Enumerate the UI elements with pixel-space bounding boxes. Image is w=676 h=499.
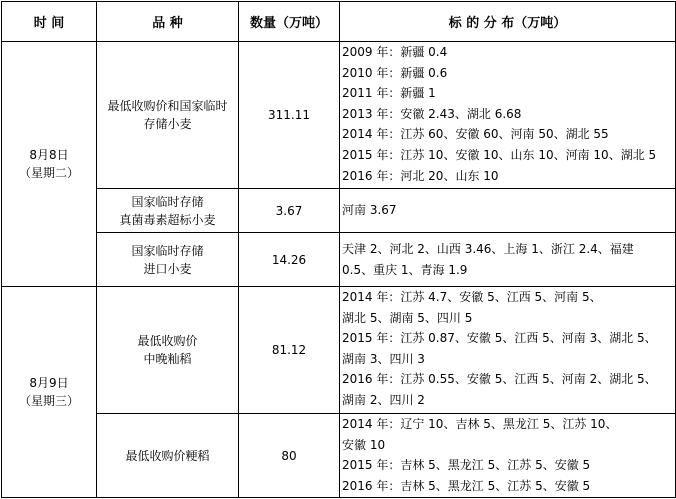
quantity-cell: 14.26 bbox=[239, 233, 340, 287]
variety-line: 最低收购价粳稻 bbox=[125, 448, 210, 463]
distribution-line: 2015 年：吉林 5、黑龙江 5、江苏 5、安徽 5 bbox=[342, 458, 591, 473]
variety-cell bbox=[97, 287, 239, 414]
distribution-line: 天津 2、河北 2、山西 3.46、上海 1、浙江 2.4、福建 bbox=[342, 241, 634, 256]
quantity-cell: 80 bbox=[239, 414, 340, 498]
distribution-line: 湖南 2、四川 2 bbox=[342, 392, 425, 407]
header-variety: 品 种 bbox=[97, 2, 239, 42]
variety-line: 国家临时存储 bbox=[131, 243, 204, 258]
variety-cell bbox=[97, 189, 239, 233]
distribution-line: 2013 年：安徽 2.43、湖北 6.68 bbox=[342, 106, 522, 121]
variety-cell bbox=[97, 233, 239, 287]
weekday-label: （星期三） bbox=[18, 394, 79, 408]
distribution-line: 2016 年：河北 20、山东 10 bbox=[342, 168, 499, 183]
variety-line: 最低收购价和国家临时 bbox=[107, 99, 228, 113]
table-row bbox=[2, 287, 676, 414]
variety-line: 最低收购价 bbox=[137, 334, 198, 348]
quantity-cell: 311.11 bbox=[239, 42, 340, 189]
quantity-cell: 3.67 bbox=[239, 189, 340, 233]
date-cell bbox=[2, 287, 97, 498]
variety-line: 存储小麦 bbox=[143, 117, 192, 131]
table-row bbox=[2, 414, 676, 498]
distribution-line: 湖北 5、湖南 5、四川 5 bbox=[342, 310, 473, 325]
distribution-line: 湖南 3、四川 3 bbox=[342, 351, 425, 366]
distribution-line: 2014 年：江苏 4.7、安徽 5、江西 5、河南 5、 bbox=[342, 290, 602, 304]
distribution-line: 0.5、重庆 1、青海 1.9 bbox=[342, 262, 468, 277]
header-row bbox=[2, 2, 676, 42]
table-row bbox=[2, 42, 676, 189]
distribution-line: 2015 年：江苏 10、安徽 10、山东 10、河南 10、湖北 5 bbox=[342, 147, 657, 162]
variety-line: 国家临时存储 bbox=[131, 194, 204, 209]
variety-line: 中晚籼稻 bbox=[143, 352, 192, 366]
distribution-line: 2011 年：新疆 1 bbox=[342, 86, 436, 101]
distribution-line: 2009 年：新疆 0.4 bbox=[342, 45, 448, 59]
date-cell bbox=[2, 42, 97, 287]
date-label: 8月8日 bbox=[29, 148, 69, 162]
variety-cell bbox=[97, 42, 239, 189]
weekday-label: （星期二） bbox=[18, 166, 79, 180]
distribution-cell bbox=[340, 287, 676, 414]
distribution-line: 2014 年：江苏 60、安徽 60、河南 50、湖北 55 bbox=[342, 127, 609, 142]
auction-schedule-table bbox=[1, 1, 676, 498]
table-row bbox=[2, 233, 676, 287]
distribution-cell bbox=[340, 414, 676, 498]
table-row bbox=[2, 189, 676, 233]
header-quantity: 数量（万吨） bbox=[239, 2, 340, 42]
quantity-cell: 81.12 bbox=[239, 287, 340, 414]
distribution-line: 2016 年：吉林 5、黑龙江 5、江苏 5、安徽 5 bbox=[342, 478, 591, 493]
variety-line: 真菌毒素超标小麦 bbox=[119, 212, 216, 227]
distribution-line: 2015 年：江苏 0.87、安徽 5、江西 5、河南 3、湖北 5、 bbox=[342, 331, 657, 346]
distribution-line: 2016 年：江苏 0.55、安徽 5、江西 5、河南 2、湖北 5、 bbox=[342, 372, 657, 387]
distribution-line: 2014 年：辽宁 10、吉林 5、黑龙江 5、江苏 10、 bbox=[342, 417, 618, 431]
distribution-line: 2010 年：新疆 0.6 bbox=[342, 65, 448, 80]
date-label: 8月9日 bbox=[29, 376, 69, 390]
variety-cell bbox=[97, 414, 239, 498]
distribution-line: 安徽 10 bbox=[342, 437, 386, 452]
distribution-cell bbox=[340, 233, 676, 287]
distribution-cell bbox=[340, 189, 676, 233]
distribution-line: 河南 3.67 bbox=[342, 203, 397, 218]
header-time: 时 间 bbox=[2, 2, 97, 42]
header-distribution: 标 的 分 布（万吨） bbox=[340, 2, 676, 42]
variety-line: 进口小麦 bbox=[143, 261, 192, 276]
distribution-cell bbox=[340, 42, 676, 189]
